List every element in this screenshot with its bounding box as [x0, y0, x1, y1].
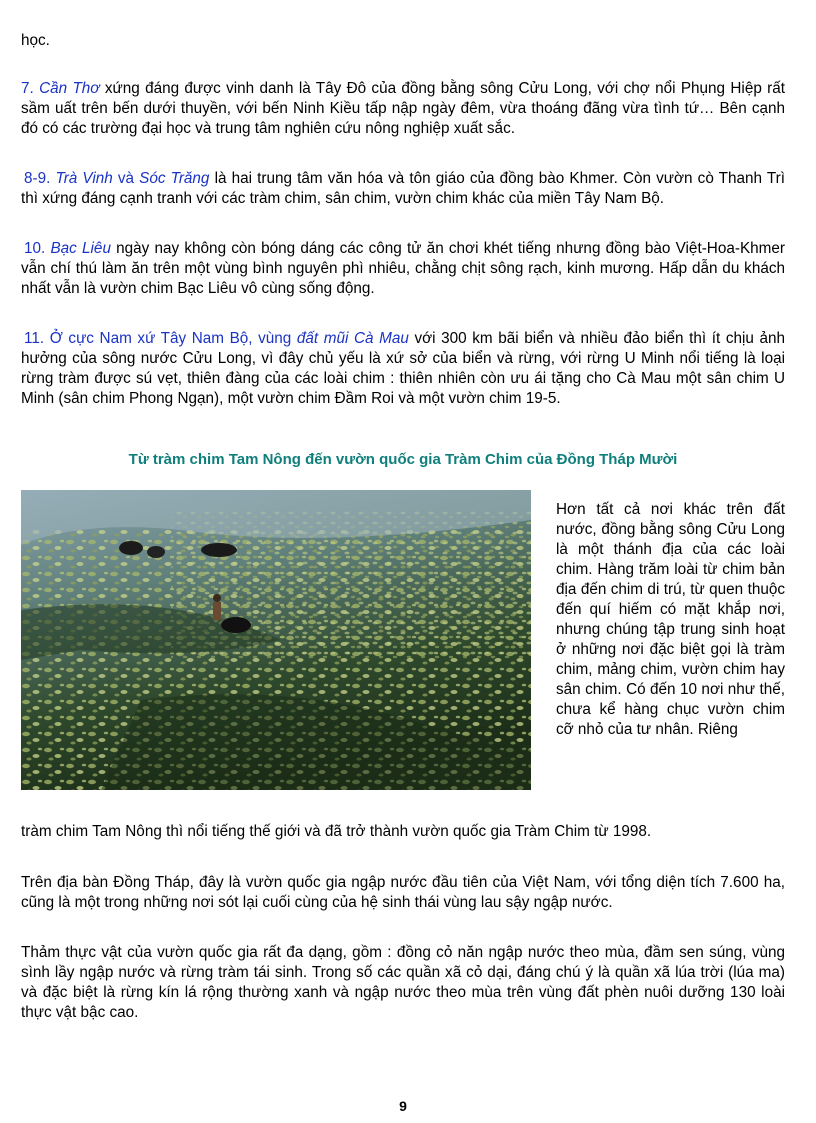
place-name: Trà Vinh — [55, 170, 113, 187]
side-column — [556, 500, 785, 740]
buffalo-icon — [221, 617, 251, 633]
place-name: Bạc Liêu — [50, 240, 111, 257]
place-name: Sóc Trăng — [139, 170, 210, 187]
item-number: 7. — [21, 80, 34, 97]
paragraph-tra-vinh-soc-trang — [21, 169, 785, 209]
paragraph-bac-lieu — [21, 239, 785, 299]
paragraph-text: ngày nay không còn bóng dáng các công tử ăn chơi khét tiếng nhưng đồng bào Việt-Hoa-Khmer vẫn chí thú làm ăn trên một vùng bình nguyên phì nhiêu, chằng chịt sông rạch, kinh mương. Hấp dẫn du khách nhất vẫn là vườn chim Bạc Liêu vô cùng sống động. — [21, 240, 785, 297]
item-number: 10. — [24, 240, 46, 257]
buffalo-icon — [119, 541, 143, 555]
page-number: 9 — [399, 1098, 407, 1114]
paragraph-text: là hai trung tâm văn hóa và tôn giáo của đồng bào Khmer. Còn vườn cò Thanh Trì thì xứng đáng cạnh tranh với các tràm chim, sân chim, vườn chim khác của miền Tây Nam Bộ. — [21, 170, 786, 207]
place-name: đất mũi Cà Mau — [296, 330, 409, 347]
side-text: Hơn tất cả nơi khác trên đất nước, đồng bằng sông Cửu Long là một thánh địa của các loài chim. Hàng trăm loài từ chim bản địa đến chim di trú, từ quen thuộc đến quí hiếm có mặt khắp nơi, nhưng chúng tập trung sinh hoạt ở những nơi đặc biệt gọi là tràm chim, mảng chim, vườn chim hay sân chim. Có đến 10 nơi như thế, chưa kể hàng chục vườn chim cỡ nhỏ của tư nhân. Riêng — [556, 501, 785, 738]
paragraph-dong-thap: Trên địa bàn Đồng Tháp, đây là vườn quốc gia ngập nước đầu tiên của Việt Nam, với tổng diện tích 7.600 ha, cũng là một trong những nơi sót lại cuối cùng của hệ sinh thái vùng lau sậy ngập nước. — [21, 874, 785, 911]
section-heading: Từ tràm chim Tam Nông đến vườn quốc gia Tràm Chim của Đồng Tháp Mười — [128, 451, 678, 468]
conjunction: và — [112, 170, 140, 187]
paragraph-text: với 300 km bãi biển và nhiều đảo biển thì ít chịu ảnh hưởng của sông nước Cửu Long, vì đây chủ yếu là xứ sở của biển và rừng, với rừng U Minh nổi tiếng là loại rừng tràm được sú vẹt, thiên đàng của các loài chim : thiên nhiên còn ưu ái tặng cho Cà Mau một sân chim U Minh (sân chim Phong Ngạn), một vườn chim Đầm Roi và một vườn chim 19-5. — [21, 330, 785, 407]
item-lead: 11. Ở cực Nam xứ Tây Nam Bộ, vùng — [24, 330, 297, 347]
paragraph-text: xứng đáng được vinh danh là Tây Đô của đồng bằng sông Cửu Long, với chợ nổi Phụng Hiệp rất sầm uất trên bến dưới thuyền, với bến Ninh Kiều tấp nập ngày đêm, vừa thoáng đãng vừa tình tứ… Bên cạnh đó có các trường đại học và trung tâm nghiên cứu nông nghiệp xuất sắc. — [21, 80, 785, 137]
item-number: 8-9. — [24, 170, 51, 187]
paragraph-can-tho — [21, 79, 785, 139]
paragraph-ca-mau — [21, 329, 785, 409]
wetland-photo — [21, 490, 531, 790]
child-figure-icon — [213, 594, 221, 602]
previous-page-tail: học. — [21, 32, 50, 49]
paragraph-tham-thuc-vat: Thảm thực vật của vườn quốc gia rất đa dạng, gồm : đồng cỏ năn ngập nước theo mùa, đầm sen súng, vùng sình lầy ngập nước và rừng tràm tái sinh. Trong số các quần xã cỏ dại, đáng chú ý là quần xã lúa trời (lúa ma) và đặc biệt là rừng kín lá rộng thường xanh và ngập nước theo mùa trên vùng đất phèn nuôi dưỡng 130 loài thực vật bậc cao. — [21, 944, 785, 1021]
paragraph-continuation: tràm chim Tam Nông thì nổi tiếng thế giới và đã trở thành vườn quốc gia Tràm Chim từ 1998. — [21, 823, 652, 840]
place-name: Cần Thơ — [39, 80, 100, 97]
